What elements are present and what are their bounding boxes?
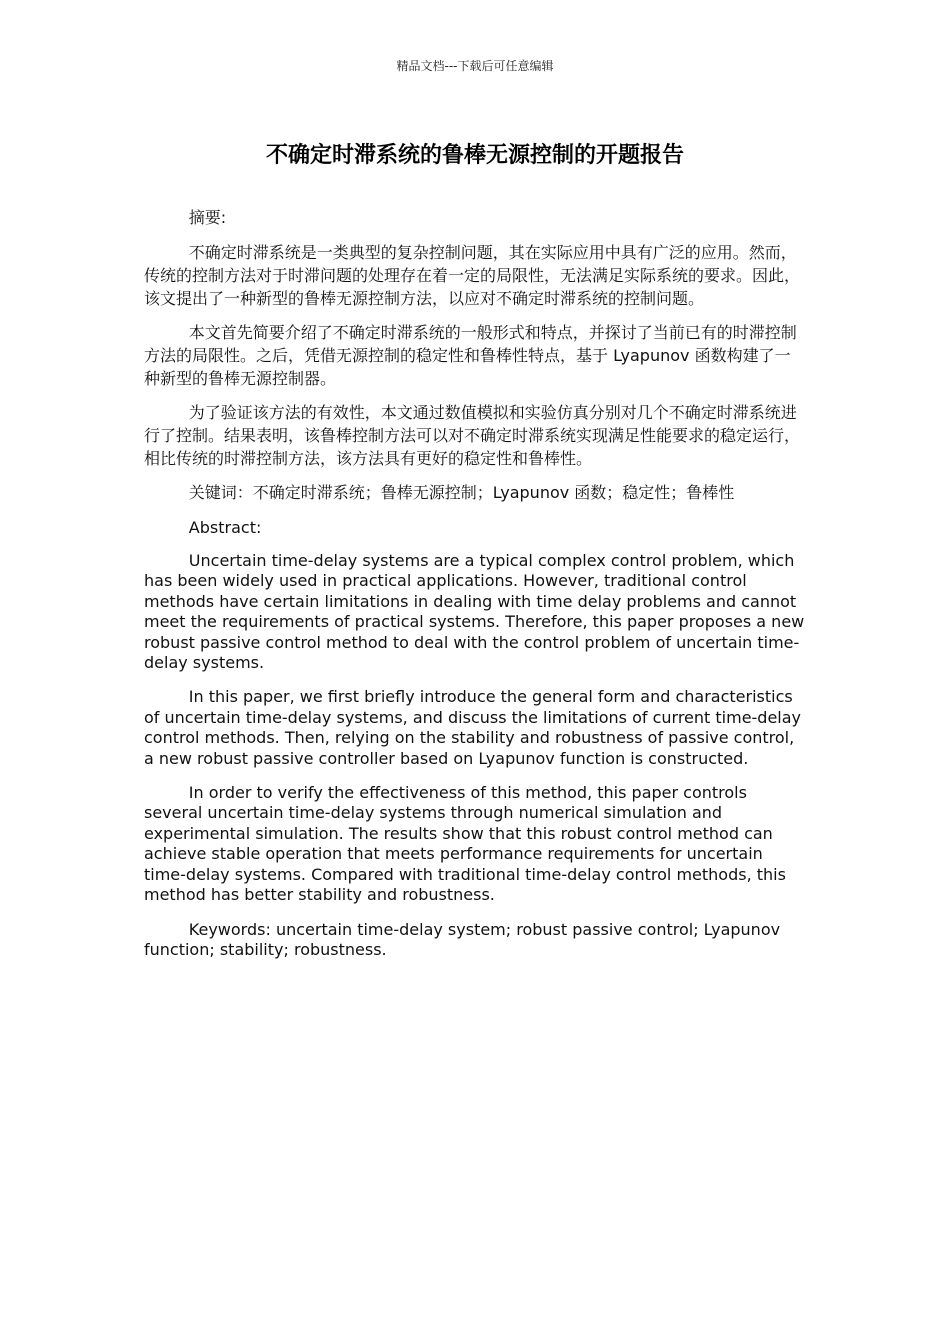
- page-header-note: 精品文档---下载后可任意编辑: [396, 59, 554, 73]
- document-title: 不确定时滞系统的鲁棒无源控制的开题报告: [265, 143, 684, 168]
- abstract-en-paragraph-3: In order to verify the effectiveness of this method, this paper controls several uncertain time-delay systems through numerical simulation and experimental simulation. The results show that this robust control method can achieve stable operation that meets performance requirements for uncertain time-delay systems. Compared with traditional time-delay control methods, this method has better stability and robustness.: [144, 783, 786, 905]
- abstract-cn-paragraph-1: 不确定时滞系统是一类典型的复杂控制问题，其在实际应用中具有广泛的应用。然而，传统的控制方法对于时滞问题的处理存在着一定的局限性，无法满足实际系统的要求。因此，该文提出了一种新型的鲁棒无源控制方法，以应对不确定时滞系统的控制问题。: [144, 243, 801, 308]
- abstract-cn-paragraph-2: 本文首先简要介绍了不确定时滞系统的一般形式和特点，并探讨了当前已有的时滞控制方法的局限性。之后，凭借无源控制的稳定性和鲁棒性特点，基于 Lyapunov 函数构建了一种新型的鲁棒无源控制器。: [144, 323, 797, 388]
- abstract-en-paragraph-2: In this paper, we first briefly introduce the general form and characteristics of uncertain time-delay systems, and discuss the limitations of current time-delay control methods. Then, relying on the stability and robustness of passive control, a new robust passive controller based on Lyapunov function is constructed.: [144, 687, 802, 768]
- abstract-en-paragraph-1: Uncertain time-delay systems are a typical complex control problem, which has been widely used in practical applications. However, traditional control methods have certain limitations in dealing with time delay problems and cannot meet the requirements of practical systems. Therefore, this paper proposes a new robust passive control method to deal with the control problem of uncertain time-delay systems.: [144, 551, 805, 673]
- document-body: [144, 206, 806, 974]
- abstract-cn-paragraph-3: 为了验证该方法的有效性，本文通过数值模拟和实验仿真分别对几个不确定时滞系统进行了控制。结果表明，该鲁棒控制方法可以对不确定时滞系统实现满足性能要求的稳定运行，相比传统的时滞控制方法，该方法具有更好的稳定性和鲁棒性。: [144, 403, 801, 468]
- keywords-en: Keywords: uncertain time-delay system; robust passive control; Lyapunov function; stability; robustness.: [144, 919, 781, 959]
- abstract-en-label: Abstract:: [188, 518, 262, 537]
- abstract-cn-label: 摘要:: [188, 208, 227, 227]
- keywords-cn: 关键词：不确定时滞系统；鲁棒无源控制；Lyapunov 函数；稳定性；鲁棒性: [188, 483, 735, 502]
